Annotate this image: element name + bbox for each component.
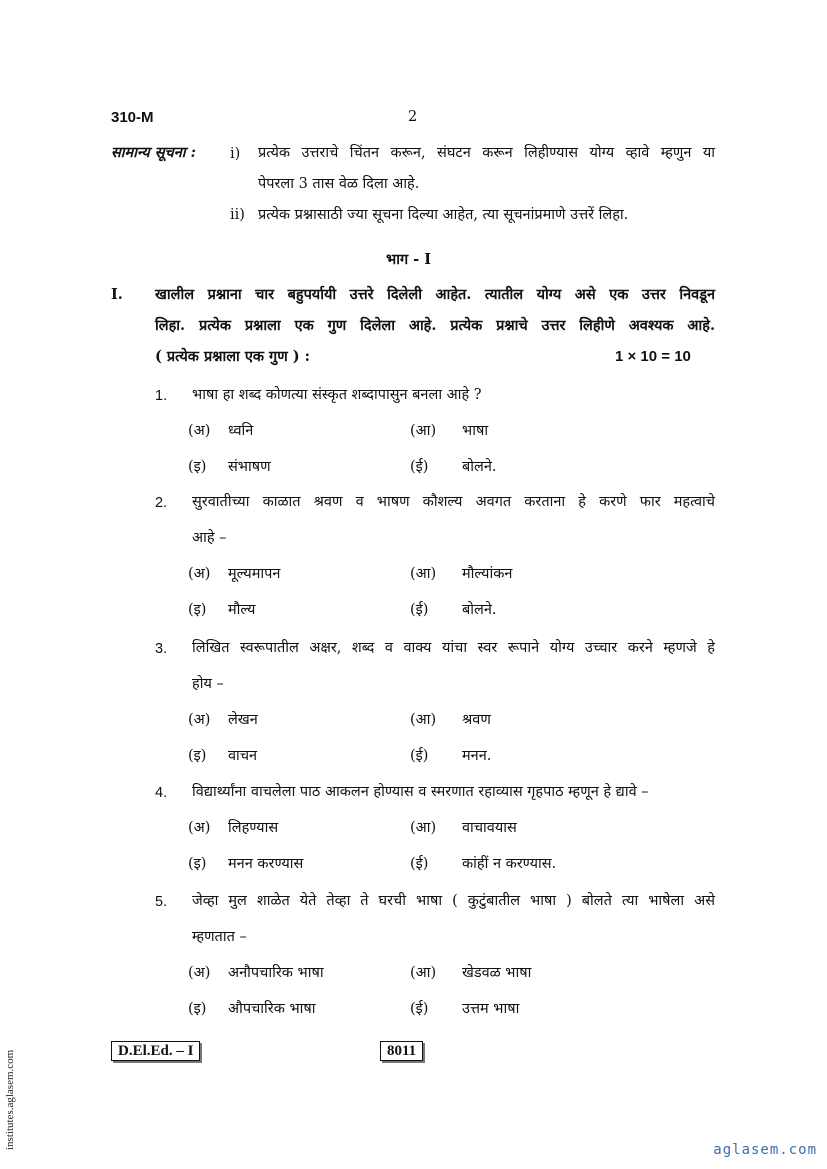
paper-code: 310-M bbox=[111, 109, 154, 126]
option-text: मूल्यमापन bbox=[228, 566, 281, 582]
question-number: 5. bbox=[155, 894, 168, 910]
question-number: 3. bbox=[155, 641, 168, 657]
option-text: वाचन bbox=[228, 748, 258, 764]
option-label: (ई) bbox=[410, 748, 429, 764]
main-question-num: I. bbox=[111, 286, 123, 303]
option-text: श्रवण bbox=[462, 712, 491, 728]
option-label: (ई) bbox=[410, 856, 429, 872]
option-label: (ई) bbox=[410, 602, 429, 618]
option-label: (अ) bbox=[188, 965, 211, 981]
corner-watermark: aglasem.com bbox=[713, 1142, 817, 1158]
question-text-line: लिखित स्वरूपातील अक्षर, शब्द व वाक्य यांचा स्वर रूपाने योग्य उच्चार करने म्हणजे हे bbox=[192, 640, 715, 656]
question-text-line: म्हणतात – bbox=[192, 929, 247, 945]
instruction-2-line-1: प्रत्येक प्रश्नासाठी ज्या सूचना दिल्या आहेत, त्या सूचनांप्रमाणे उत्तरें लिहा. bbox=[258, 207, 629, 223]
option-text: ध्वनि bbox=[228, 423, 254, 439]
option-label: (आ) bbox=[410, 965, 437, 981]
instruction-2-num: ii) bbox=[230, 207, 245, 223]
option-label: (ई) bbox=[410, 1001, 429, 1017]
option-label: (आ) bbox=[410, 820, 437, 836]
question-text-line: भाषा हा शब्द कोणत्या संस्कृत शब्दापासुन बनला आहे ? bbox=[192, 387, 482, 403]
question-number: 4. bbox=[155, 785, 168, 801]
option-text: मनन करण्यास bbox=[228, 856, 304, 872]
question-number: 2. bbox=[155, 495, 168, 511]
option-label: (अ) bbox=[188, 423, 211, 439]
instructions-label: सामान्य सूचना : bbox=[111, 144, 196, 161]
instruction-1-line-2: पेपरला 3 तास वेळ दिला आहे. bbox=[258, 176, 420, 192]
option-text: वाचावयास bbox=[462, 820, 517, 836]
option-text: औपचारिक भाषा bbox=[228, 1001, 316, 1017]
option-text: संभाषण bbox=[228, 459, 271, 475]
option-label: (आ) bbox=[410, 566, 437, 582]
section-title: भाग - I bbox=[386, 251, 432, 268]
marks-note: ( प्रत्येक प्रश्नाला एक गुण ) : bbox=[155, 348, 311, 365]
option-label: (इ) bbox=[188, 459, 207, 475]
option-text: लिहण्यास bbox=[228, 820, 279, 836]
question-text-line: जेव्हा मुल शाळेत येते तेव्हा ते घरची भाषा ( कुटुंबातील भाषा ) बोलते त्या भाषेला असे bbox=[192, 893, 715, 909]
option-text: कांहीं न करण्यास. bbox=[462, 856, 557, 872]
question-text-line: विद्यार्थ्यांना वाचलेला पाठ आकलन होण्यास व स्मरणात रहाव्यास गृहपाठ म्हणून हे द्यावे – bbox=[192, 784, 649, 800]
option-label: (इ) bbox=[188, 1001, 207, 1017]
instruction-1-line-1: प्रत्येक उत्तराचे चिंतन करून, संघटन करून लिहीण्यास योग्य व्हावे म्हणुन या bbox=[258, 145, 715, 161]
option-label: (इ) bbox=[188, 602, 207, 618]
vertical-watermark: institutes.aglasem.com bbox=[4, 1049, 16, 1150]
page-number: 2 bbox=[408, 109, 418, 125]
question-text-line: सुरवातीच्या काळात श्रवण व भाषण कौशल्य अवगत करताना हे करणे फार महत्वाचे bbox=[192, 494, 715, 510]
option-label: (इ) bbox=[188, 748, 207, 764]
question-text-line: होय – bbox=[192, 676, 224, 692]
question-text-line: आहे – bbox=[192, 530, 227, 546]
main-question-line-2: लिहा. प्रत्येक प्रश्नाला एक गुण दिलेला आहे. प्रत्येक प्रश्नाचे उत्तर लिहीणे अवश्यक आहे. bbox=[155, 317, 715, 334]
question-number: 1. bbox=[155, 388, 168, 404]
option-label: (अ) bbox=[188, 712, 211, 728]
marks-total: 1 × 10 = 10 bbox=[615, 348, 691, 365]
option-text: मौल्यांकन bbox=[462, 566, 513, 582]
footer-code: 8011 bbox=[380, 1041, 423, 1061]
option-text: बोलने. bbox=[462, 602, 497, 618]
option-label: (इ) bbox=[188, 856, 207, 872]
option-text: अनौपचारिक भाषा bbox=[228, 965, 324, 981]
footer-course: D.El.Ed. – I bbox=[111, 1041, 200, 1061]
option-text: बोलने. bbox=[462, 459, 497, 475]
main-question-line-1: खालील प्रश्नाना चार बहुपर्यायी उत्तरे दिलेली आहेत. त्यातील योग्य असे एक उत्तर निवडून bbox=[155, 286, 715, 303]
instruction-1-num: i) bbox=[230, 146, 241, 162]
option-text: उत्तम भाषा bbox=[462, 1001, 520, 1017]
option-label: (अ) bbox=[188, 820, 211, 836]
option-text: मनन. bbox=[462, 748, 492, 764]
option-label: (आ) bbox=[410, 712, 437, 728]
option-label: (आ) bbox=[410, 423, 437, 439]
option-text: लेखन bbox=[228, 712, 258, 728]
option-label: (ई) bbox=[410, 459, 429, 475]
option-text: खेडवळ भाषा bbox=[462, 965, 532, 981]
option-label: (अ) bbox=[188, 566, 211, 582]
option-text: भाषा bbox=[462, 423, 489, 439]
option-text: मौल्य bbox=[228, 602, 256, 618]
